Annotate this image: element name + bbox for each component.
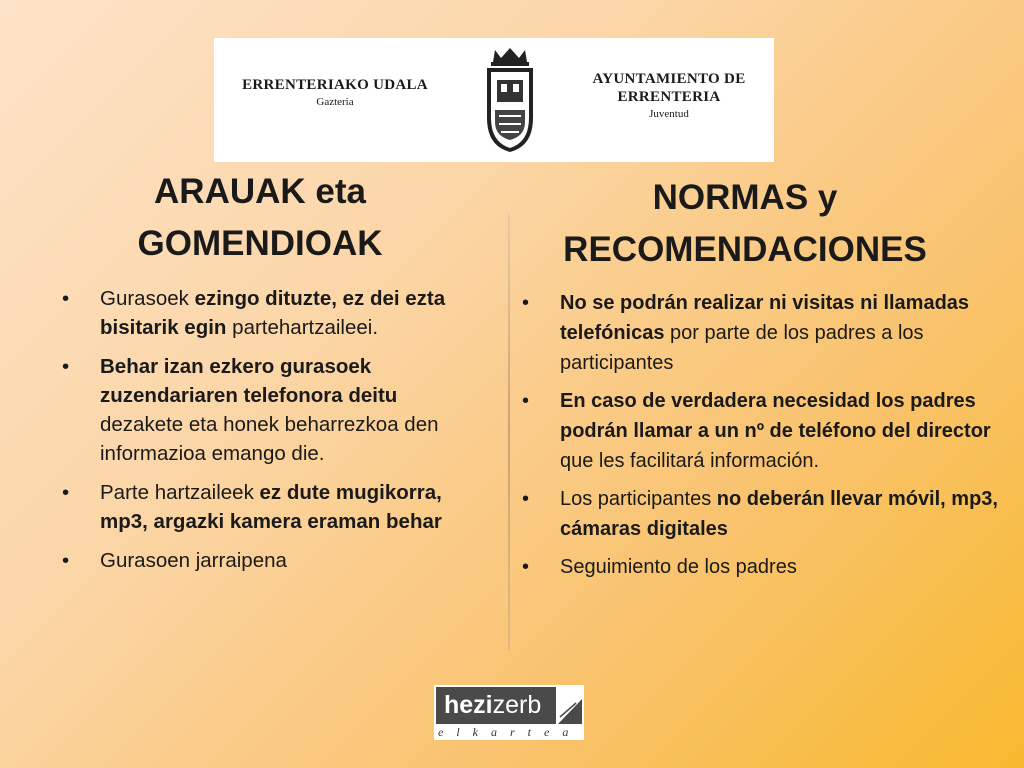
list-item	[62, 546, 485, 575]
list-item	[522, 386, 1010, 476]
item-bold: ezingo dituzte, ez dei ezta bisitarik egin	[100, 287, 446, 339]
basque-rules-list	[62, 284, 485, 585]
item-bold: ez dute mugikorra, mp3, argazki kamera eraman behar	[100, 481, 442, 533]
bullet-icon: •	[62, 549, 70, 572]
item-text: Los participantes	[560, 488, 717, 510]
item-text: Parte hartzaileek	[100, 481, 260, 504]
basque-title	[110, 166, 410, 270]
column-divider	[508, 214, 510, 650]
header-banner	[214, 38, 774, 162]
logo-wordmark	[436, 687, 556, 724]
basque-title-line1: ARAUAK eta	[154, 172, 366, 211]
bullet-icon: •	[522, 556, 530, 578]
list-item	[62, 352, 485, 468]
item-text: Gurasoek	[100, 287, 195, 310]
spanish-org-name-1: AYUNTAMIENTO DE	[592, 71, 746, 87]
bullet-icon: •	[522, 390, 530, 412]
item-text: Seguimiento de los padres	[560, 556, 797, 578]
item-text-after: que les facilitará información.	[560, 450, 820, 472]
list-item	[522, 552, 1010, 582]
basque-org-sub: Gazteria	[316, 96, 354, 108]
item-bold: En caso de verdadera necesidad los padres podrán llamar a un nº de teléfono del director	[560, 390, 991, 442]
item-text-after: dezakete eta honek beharrezkoa den informazioa emango die.	[100, 413, 439, 465]
bullet-icon: •	[522, 488, 530, 510]
list-item	[62, 284, 485, 342]
coat-of-arms-icon	[479, 44, 541, 156]
item-text: Gurasoen jarraipena	[100, 549, 287, 572]
spanish-org-sub: Juventud	[649, 108, 689, 120]
logo-subtext: elkartea	[438, 725, 582, 739]
bullet-icon: •	[62, 481, 70, 504]
basque-org-name: ERRENTERIAKO UDALA	[242, 77, 428, 93]
item-text-after: por parte de los padres a los participantes	[560, 322, 924, 374]
logo-text-light: zerb	[492, 691, 542, 719]
bullet-icon: •	[522, 292, 530, 314]
spanish-title	[520, 172, 970, 276]
list-item	[522, 484, 1010, 544]
spanish-org-block	[564, 70, 774, 122]
hezizerb-logo	[434, 685, 584, 740]
basque-title-line2: GOMENDIOAK	[137, 224, 383, 263]
basque-org-block	[220, 76, 450, 110]
page-fold-icon	[558, 687, 582, 724]
spanish-org-name-2: ERRENTERIA	[617, 89, 721, 105]
list-item	[522, 288, 1010, 378]
bullet-icon: •	[62, 287, 70, 310]
logo-text-bold: hezi	[444, 691, 493, 719]
bullet-icon: •	[62, 355, 70, 378]
item-bold: no deberán llevar móvil, mp3, cámaras digitales	[560, 488, 998, 540]
spanish-title-line2: RECOMENDACIONES	[563, 230, 927, 269]
list-item	[62, 478, 485, 536]
spanish-rules-list	[522, 288, 1010, 590]
item-bold: No se podrán realizar ni visitas ni llamadas telefónicas	[560, 292, 970, 344]
spanish-title-line1: NORMAS y	[652, 178, 838, 217]
item-text-after: partehartzaileei.	[226, 316, 379, 339]
item-bold: Behar izan ezkero gurasoek zuzendariaren telefonora deitu	[100, 355, 398, 407]
